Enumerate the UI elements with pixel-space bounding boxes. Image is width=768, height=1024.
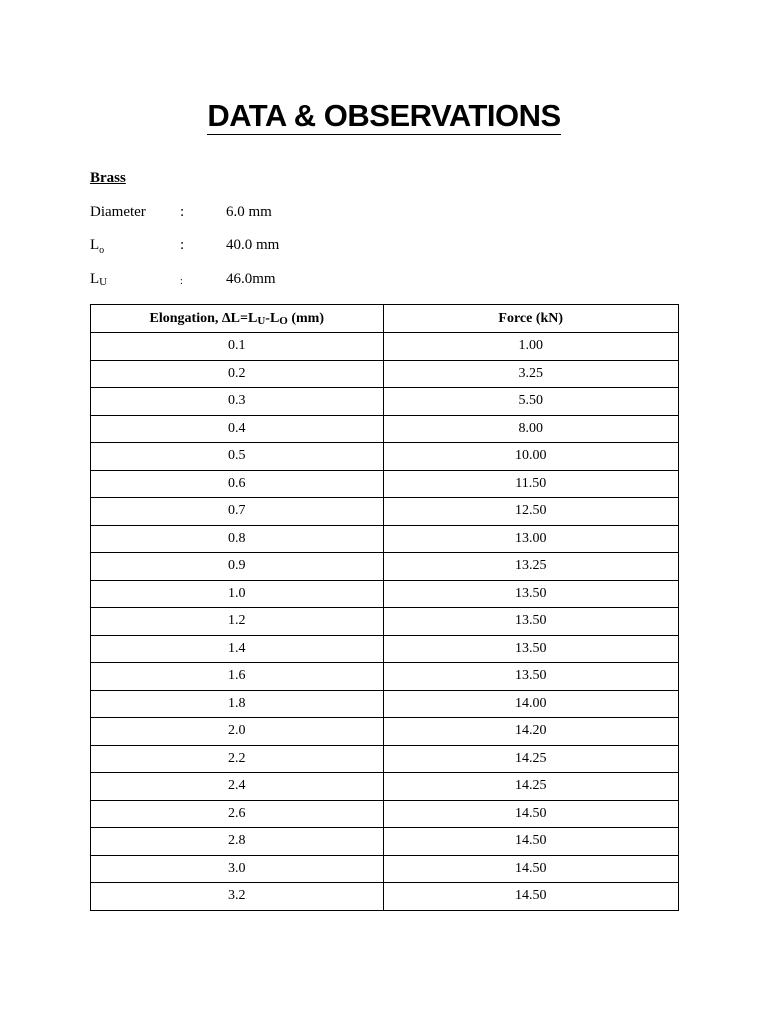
- table-body: [91, 333, 679, 911]
- force-cell: 13.50: [383, 663, 678, 691]
- header-elongation-sub2: O: [279, 314, 288, 327]
- table-row: [91, 388, 679, 416]
- elongation-cell: 0.3: [91, 388, 384, 416]
- elongation-cell: 2.4: [91, 773, 384, 801]
- original-length-label-main: L: [90, 237, 100, 253]
- header-elongation-prefix: Elongation, ΔL=L: [149, 310, 258, 326]
- table-row: [91, 663, 679, 691]
- table-row: [91, 553, 679, 581]
- force-cell: 1.00: [383, 333, 678, 361]
- force-cell: 14.50: [383, 883, 678, 911]
- material-label: Brass: [90, 170, 126, 186]
- elongation-cell: 2.0: [91, 718, 384, 746]
- force-cell: 3.25: [383, 360, 678, 388]
- force-cell: 13.50: [383, 635, 678, 663]
- elongation-cell: 1.4: [91, 635, 384, 663]
- force-cell: 13.50: [383, 608, 678, 636]
- table-row: [91, 580, 679, 608]
- elongation-cell: 2.2: [91, 745, 384, 773]
- original-length-label: [90, 235, 104, 261]
- original-length-value: 40.0 mm: [226, 237, 280, 253]
- elongation-cell: 0.9: [91, 553, 384, 581]
- page-title: [0, 96, 768, 136]
- force-cell: 14.50: [383, 800, 678, 828]
- elongation-cell: 1.0: [91, 580, 384, 608]
- table-row: [91, 773, 679, 801]
- header-elongation-mid: -L: [265, 310, 280, 326]
- table-row: [91, 415, 679, 443]
- ultimate-length-label-sub: U: [99, 276, 108, 288]
- force-cell: 10.00: [383, 443, 678, 471]
- elongation-cell: 0.4: [91, 415, 384, 443]
- table-row: [91, 333, 679, 361]
- elongation-cell: 0.7: [91, 498, 384, 526]
- elongation-cell: 3.2: [91, 883, 384, 911]
- elongation-cell: 1.6: [91, 663, 384, 691]
- elongation-cell: 1.2: [91, 608, 384, 636]
- header-elongation-suffix: (mm): [287, 310, 324, 326]
- table-row: [91, 498, 679, 526]
- force-cell: 14.00: [383, 690, 678, 718]
- force-cell: 14.20: [383, 718, 678, 746]
- table-row: [91, 800, 679, 828]
- elongation-cell: 2.8: [91, 828, 384, 856]
- table-row: [91, 608, 679, 636]
- force-cell: 13.25: [383, 553, 678, 581]
- table-row: [91, 635, 679, 663]
- table-row: [91, 745, 679, 773]
- table-row: [91, 470, 679, 498]
- table-row: [91, 525, 679, 553]
- table-row: [91, 360, 679, 388]
- elongation-cell: 0.8: [91, 525, 384, 553]
- elongation-cell: 1.8: [91, 690, 384, 718]
- data-table: [90, 304, 679, 911]
- original-length-label-sub: o: [99, 245, 105, 256]
- force-cell: 14.50: [383, 855, 678, 883]
- elongation-cell: 0.1: [91, 333, 384, 361]
- force-cell: 11.50: [383, 470, 678, 498]
- table-header-row: [91, 305, 679, 333]
- page-title-text: DATA & OBSERVATIONS: [207, 98, 561, 133]
- table-row: [91, 718, 679, 746]
- elongation-cell: 0.6: [91, 470, 384, 498]
- force-cell: 14.25: [383, 745, 678, 773]
- ultimate-length-label: [90, 269, 107, 290]
- table-row: [91, 443, 679, 471]
- diameter-colon: :: [180, 204, 185, 220]
- ultimate-length-value: 46.0mm: [226, 271, 276, 287]
- force-cell: 14.50: [383, 828, 678, 856]
- force-cell: 5.50: [383, 388, 678, 416]
- elongation-cell: 3.0: [91, 855, 384, 883]
- force-cell: 13.50: [383, 580, 678, 608]
- table-row: [91, 828, 679, 856]
- elongation-cell: 2.6: [91, 800, 384, 828]
- header-force: Force (kN): [383, 305, 678, 333]
- table-row: [91, 690, 679, 718]
- elongation-cell: 0.2: [91, 360, 384, 388]
- original-length-colon: :: [180, 237, 185, 253]
- header-elongation: [91, 305, 384, 333]
- force-cell: 8.00: [383, 415, 678, 443]
- table-row: [91, 855, 679, 883]
- header-elongation-sub1: U: [257, 314, 266, 327]
- ultimate-length-colon: :: [180, 276, 183, 287]
- force-cell: 14.25: [383, 773, 678, 801]
- force-cell: 13.00: [383, 525, 678, 553]
- elongation-cell: 0.5: [91, 443, 384, 471]
- ultimate-length-label-main: L: [90, 271, 100, 287]
- table-row: [91, 883, 679, 911]
- diameter-value: 6.0 mm: [226, 204, 272, 220]
- force-cell: 12.50: [383, 498, 678, 526]
- diameter-label: Diameter: [90, 204, 146, 220]
